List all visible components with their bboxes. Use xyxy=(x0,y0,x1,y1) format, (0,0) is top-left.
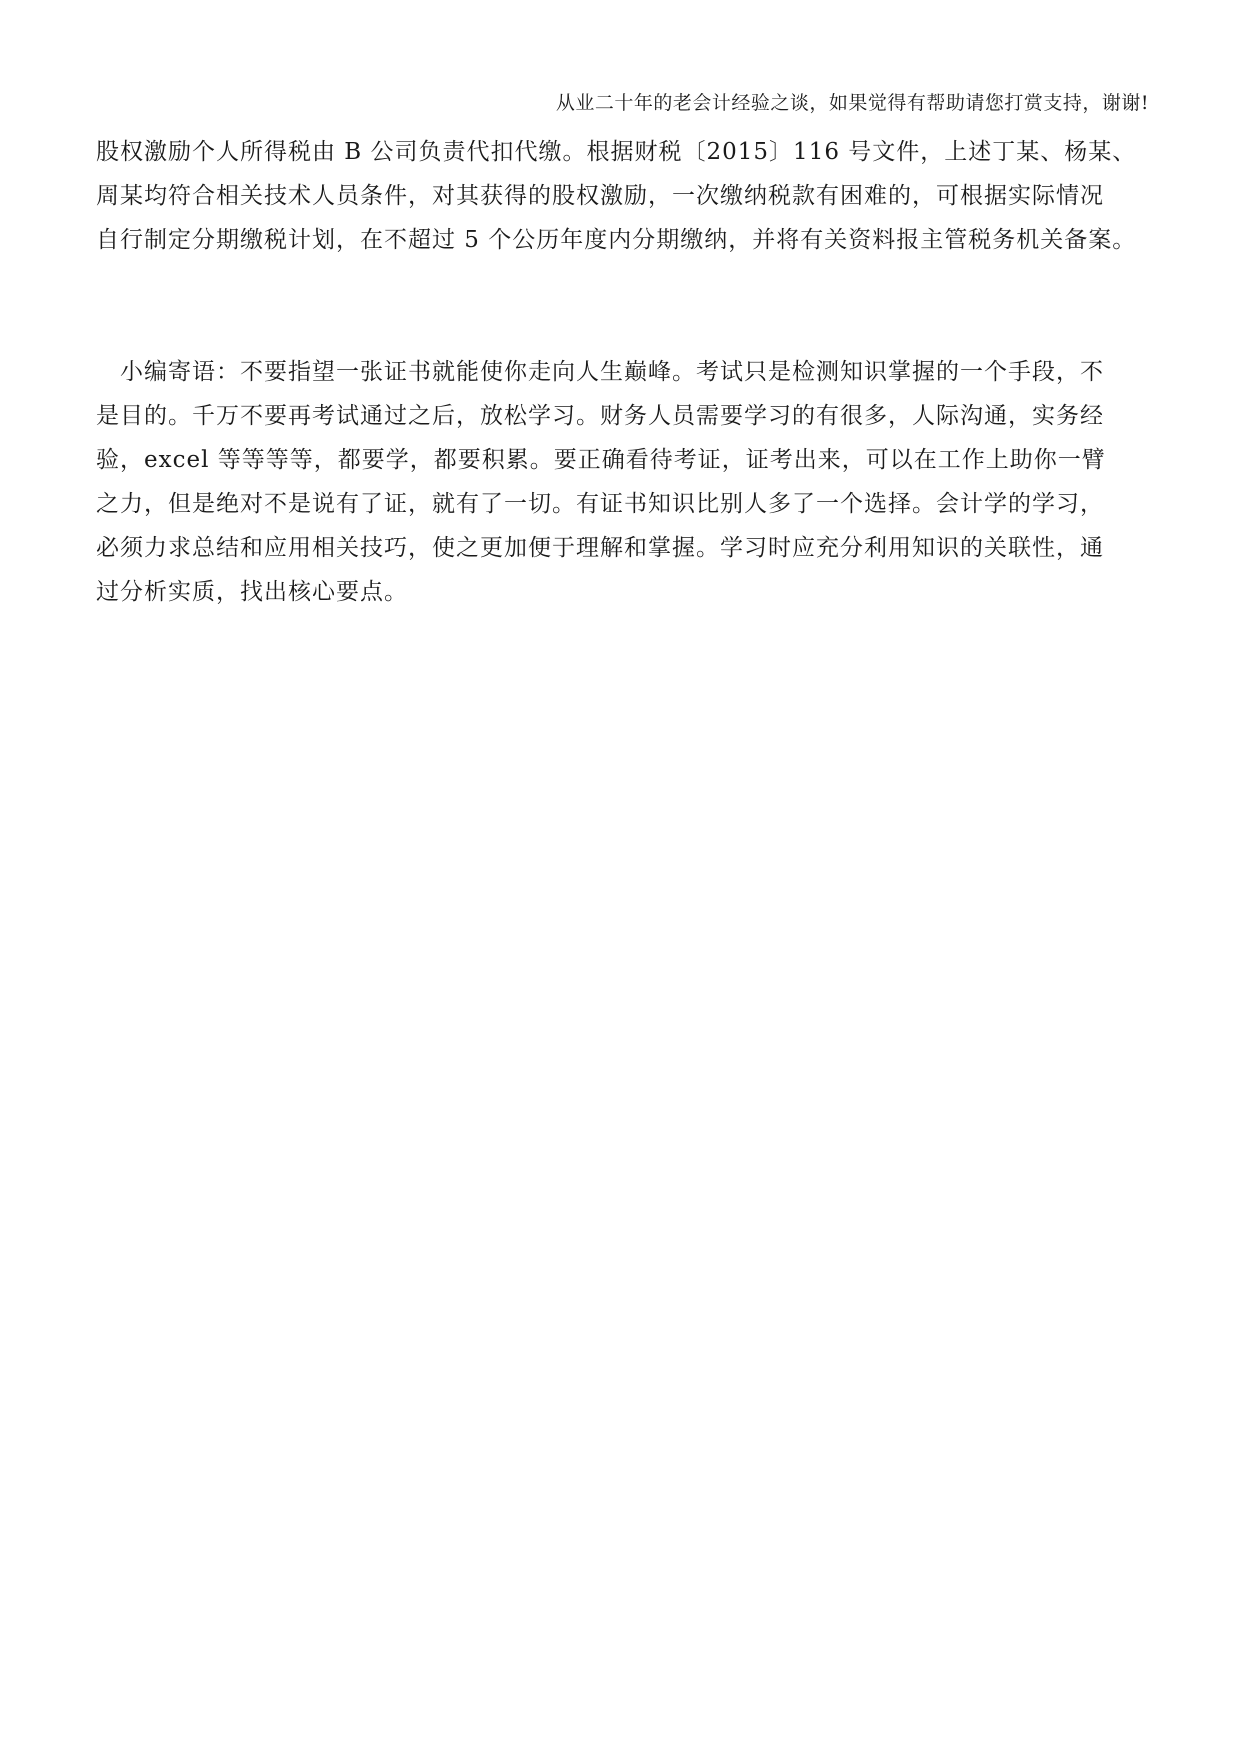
text-line: 小编寄语：不要指望一张证书就能使你走向人生巅峰。考试只是检测知识掌握的一个手段，不 xyxy=(96,359,1104,385)
paragraph-tax-withholding xyxy=(96,130,1146,262)
text-line: 周某均符合相关技术人员条件，对其获得的股权激励，一次缴纳税款有困难的，可根据实际情况 xyxy=(96,183,1104,209)
text-line: 是目的。千万不要再考试通过之后，放松学习。财务人员需要学习的有很多，人际沟通，实务经 xyxy=(96,403,1104,429)
text-line: 过分析实质，找出核心要点。 xyxy=(96,579,408,605)
paragraph-editor-note xyxy=(96,350,1146,614)
header-note: 从业二十年的老会计经验之谈，如果觉得有帮助请您打赏支持，谢谢! xyxy=(555,92,1149,114)
text-line: 验，excel 等等等等，都要学，都要积累。要正确看待考证，证考出来，可以在工作上助你一臂 xyxy=(96,447,1106,473)
text-line: 自行制定分期缴税计划，在不超过 5 个公历年度内分期缴纳，并将有关资料报主管税务机关备案。 xyxy=(96,227,1137,253)
text-line: 必须力求总结和应用相关技巧，使之更加便于理解和掌握。学习时应充分利用知识的关联性，通 xyxy=(96,535,1104,561)
text-line: 之力，但是绝对不是说有了证，就有了一切。有证书知识比别人多了一个选择。会计学的学习， xyxy=(96,491,1104,517)
text-line: 股权激励个人所得税由 B 公司负责代扣代缴。根据财税〔2015〕116 号文件，上述丁某、杨某、 xyxy=(96,139,1137,165)
